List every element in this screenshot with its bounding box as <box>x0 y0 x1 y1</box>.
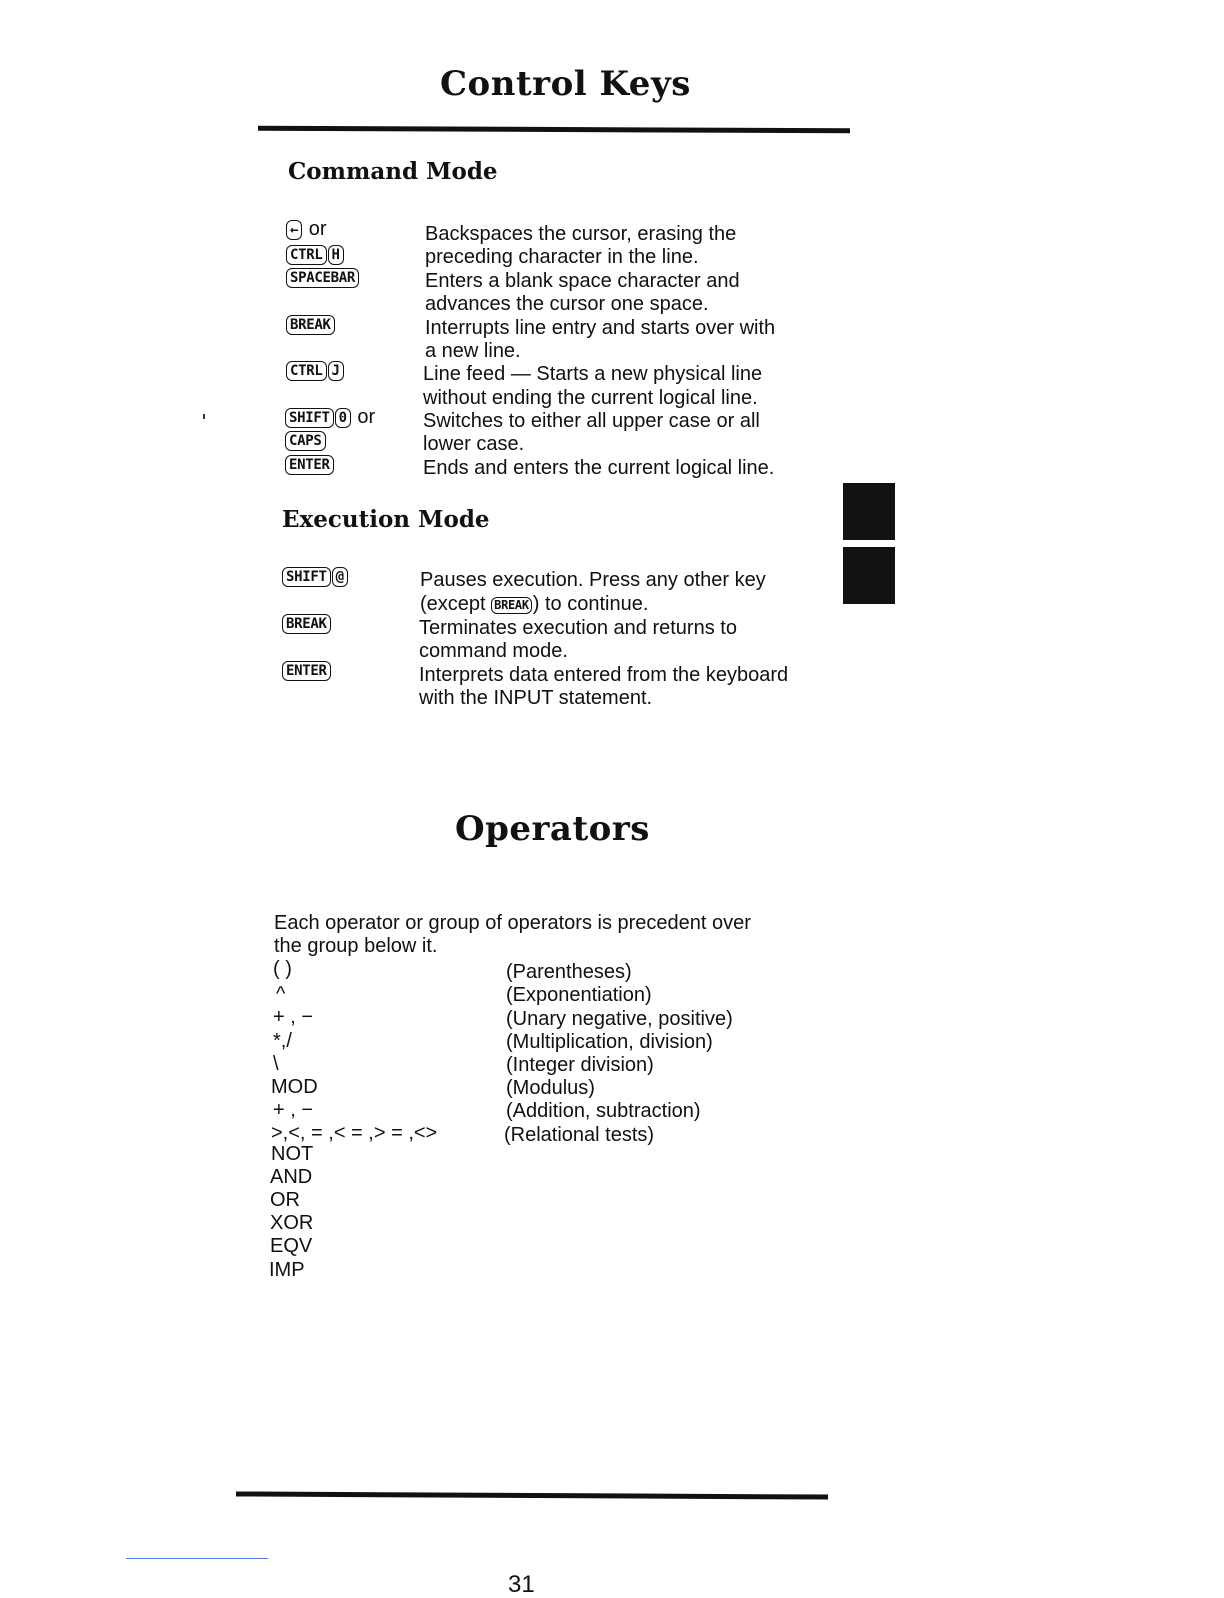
exec-desc-line: Interprets data entered from the keyboard <box>419 664 789 686</box>
at-key-icon: @ <box>332 567 348 587</box>
caps-key-icon: CAPS <box>285 431 326 451</box>
cmd-desc-line: Interrupts line entry and starts over with <box>425 317 776 339</box>
operator-symbol: + , − <box>273 1099 314 1121</box>
exec-desc-line <box>420 593 820 617</box>
j-key-icon: J <box>328 361 344 381</box>
enter-key-icon: ENTER <box>285 455 334 475</box>
operators-intro: Each operator or group of operators is precedent over <box>274 912 751 934</box>
h-key-icon: H <box>328 245 344 265</box>
operator-symbol: \ <box>273 1053 279 1075</box>
operators-intro: the group below it. <box>274 935 438 957</box>
operator-symbol: XOR <box>270 1212 314 1234</box>
operator-symbol: IMP <box>269 1259 305 1281</box>
backspace-key-icon: ← <box>286 220 302 240</box>
cmd-desc-line: Switches to either all upper case or all <box>423 410 760 432</box>
zero-key-icon: 0 <box>335 408 351 428</box>
operator-desc: (Modulus) <box>506 1077 595 1099</box>
operator-symbol: AND <box>270 1166 313 1188</box>
top-rule <box>258 126 850 134</box>
command-mode-heading: Command Mode <box>288 158 498 185</box>
spacebar-key-icon: SPACEBAR <box>286 268 359 288</box>
cmd-desc-line: Enters a blank space character and <box>425 270 740 292</box>
operator-desc: (Integer division) <box>506 1054 654 1076</box>
operator-desc: (Exponentiation) <box>506 984 652 1006</box>
cmd-desc-line: Ends and enters the current logical line. <box>423 457 775 479</box>
operator-symbol: ( ) <box>273 958 292 980</box>
shift-key-icon: SHIFT <box>282 567 331 587</box>
thumb-index-tab <box>843 547 895 604</box>
cmd-desc-line: without ending the current logical line. <box>423 387 758 409</box>
operator-desc: (Multiplication, division) <box>506 1031 713 1053</box>
cmd-desc-line: advances the cursor one space. <box>425 293 709 315</box>
cmd-keys-caps <box>285 429 327 452</box>
bottom-rule <box>236 1491 828 1499</box>
operator-symbol: >,<, = ,< = ,> = ,<> <box>271 1122 438 1144</box>
operator-desc: (Relational tests) <box>504 1124 655 1146</box>
operator-symbol: + , − <box>273 1006 314 1028</box>
cmd-keys-ctrl-j <box>286 359 345 382</box>
or-text: or <box>308 218 327 240</box>
cmd-keys-shift-0 <box>285 406 375 429</box>
break-key-icon: BREAK <box>491 597 532 614</box>
page-number: 31 <box>508 1571 535 1598</box>
exec-keys-break <box>282 612 332 635</box>
cmd-desc-line: Backspaces the cursor, erasing the <box>425 223 737 245</box>
margin-mark <box>203 414 205 419</box>
except-text: (except <box>420 593 486 615</box>
operator-symbol: MOD <box>271 1076 318 1098</box>
enter-key-icon: ENTER <box>282 661 331 681</box>
ctrl-key-icon: CTRL <box>286 361 327 381</box>
break-key-icon: BREAK <box>286 315 335 335</box>
shift-key-icon: SHIFT <box>285 408 334 428</box>
page-title-operators: Operators <box>455 809 650 849</box>
operator-desc: (Unary negative, positive) <box>506 1008 733 1030</box>
operator-symbol: EQV <box>270 1235 313 1257</box>
operator-symbol: ^ <box>276 983 286 1005</box>
thumb-index-tab <box>843 483 895 540</box>
ctrl-key-icon: CTRL <box>286 245 327 265</box>
cmd-desc-line: Line feed — Starts a new physical line <box>423 363 763 385</box>
operator-symbol: OR <box>270 1189 300 1211</box>
or-text: or <box>357 406 376 428</box>
exec-desc-line: Pauses execution. Press any other key <box>420 569 766 591</box>
operator-symbol: NOT <box>271 1143 314 1165</box>
operator-desc: (Parentheses) <box>506 961 632 983</box>
cmd-desc-line: lower case. <box>423 433 525 455</box>
exec-keys-enter <box>282 659 332 682</box>
cmd-desc-line: a new line. <box>425 340 521 362</box>
operator-desc: (Addition, subtraction) <box>506 1100 701 1122</box>
cmd-keys-ctrl-h <box>286 243 345 266</box>
execution-mode-heading: Execution Mode <box>282 506 490 533</box>
operator-symbol: *,/ <box>273 1030 292 1052</box>
cmd-desc-line: preceding character in the line. <box>425 246 699 268</box>
exec-desc-line: Terminates execution and returns to <box>419 617 737 639</box>
break-key-icon: BREAK <box>282 614 331 634</box>
cmd-keys-backspace <box>286 218 327 241</box>
exec-keys-shift-at <box>282 565 349 588</box>
cmd-keys-break <box>286 313 336 336</box>
exec-desc-line: command mode. <box>419 640 568 662</box>
cmd-keys-enter <box>285 453 335 476</box>
page-title-control-keys: Control Keys <box>440 64 691 104</box>
exec-desc-line: with the INPUT statement. <box>419 687 653 709</box>
cmd-keys-spacebar <box>286 266 360 289</box>
blue-footer-line <box>126 1558 268 1559</box>
continue-text: ) to continue. <box>532 593 649 615</box>
